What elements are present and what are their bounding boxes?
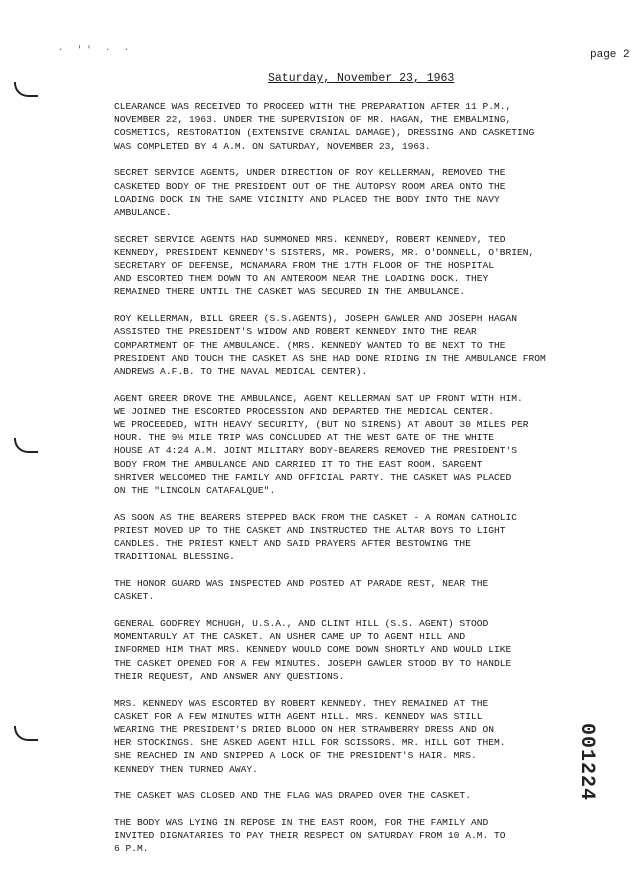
binder-hole-mark [14,726,38,741]
page-number: page 2 [590,49,630,61]
paragraph: AGENT GREER DROVE THE AMBULANCE, AGENT KELLERMAN SAT UP FRONT WITH HIM. WE JOINED THE ESCORTED PROCESSION AND DEPARTED THE MEDICAL CENTER. WE PROCEEDED, WITH HEAVY SECURITY, (BUT NO SIRENS) AT ABOUT 30 MILES PER HOUR. THE 9½ MILE TRIP WAS CONCLUDED AT THE WEST GATE OF THE WHITE HOUSE AT 4:24 A.M. JOINT MILITARY BODY-BEARERS REMOVED THE PRESIDENT'S BODY FROM THE AMBULANCE AND CARRIED IT TO THE EAST ROOM. SARGENT SHRIVER WELCOMED THE FAMILY AND OFFICIAL PARTY. THE CASKET WAS PLACED ON THE "LINCOLN CATAFALQUE". [114,392,529,497]
paragraph: ROY KELLERMAN, BILL GREER (S.S.AGENTS), JOSEPH GAWLER AND JOSEPH HAGAN ASSISTED THE PRESIDENT'S WIDOW AND ROBERT KENNEDY INTO THE REAR COMPARTMENT OF THE AMBULANCE. (MRS. KENNEDY WANTED TO BE NEXT TO THE PRESIDENT AND TOUCH THE CASKET AS SHE HAD DONE RIDING IN THE AMBULANCE FROM ANDREWS A.F.B. TO THE NAVAL MEDICAL CENTER). [114,313,546,377]
paragraph: SECRET SERVICE AGENTS, UNDER DIRECTION OF ROY KELLERMAN, REMOVED THE CASKETED BODY OF THE PRESIDENT OUT OF THE AUTOPSY ROOM AREA ONTO THE LOADING DOCK IN THE SAME VICINITY AND PLACED THE BODY INTO THE NAVY AMBULANCE. [114,167,506,218]
paragraph: THE CASKET WAS CLOSED AND THE FLAG WAS DRAPED OVER THE CASKET. [114,790,471,802]
binder-hole-mark [14,82,38,97]
document-body [114,100,584,869]
paragraph: THE BODY WAS LYING IN REPOSE IN THE EAST ROOM, FOR THE FAMILY AND INVITED DIGNATARIES TO PAY THEIR RESPECT ON SATURDAY FROM 10 A.M. TO 6 P.M. [114,816,506,855]
paragraph: GENERAL GODFREY MCHUGH, U.S.A., AND CLINT HILL (S.S. AGENT) STOOD MOMENTARULY AT THE CASKET. AN USHER CAME UP TO AGENT HILL AND INFORMED HIM THAT MRS. KENNEDY WOULD COME DOWN SHORTLY AND WOULD LIKE THE CASKET OPENED FOR A FEW MINUTES. JOSEPH GAWLER STOOD BY TO HANDLE THEIR REQUEST, AND ANSWER ANY QUESTIONS. [114,618,512,682]
paragraph: AS SOON AS THE BEARERS STEPPED BACK FROM THE CASKET - A ROMAN CATHOLIC PRIEST MOVED UP TO THE CASKET AND INSTRUCTED THE ALTAR BOYS TO LIGHT CANDLES. THE PRIEST KNELT AND SAID PRAYERS AFTER BESTOWING THE TRADITIONAL BLESSING. [114,511,518,563]
paragraph: SECRET SERVICE AGENTS HAD SUMMONED MRS. KENNEDY, ROBERT KENNEDY, TED KENNEDY, PRESIDENT KENNEDY'S SISTERS, MR. POWERS, MR. O'DONNELL, O'BRIEN, SECRETARY OF DEFENSE, MCNAMARA FROM THE 17TH FLOOR OF THE HOSPITAL AND ESCORTED THEM DOWN TO AN ANTEROOM NEAR THE LOADING DOCK. THEY REMAINED THERE UNTIL THE CASKET WAS SECURED IN THE AMBULANCE. [114,233,535,298]
margin-marks: · '' · · [58,45,134,55]
paragraph: THE HONOR GUARD WAS INSPECTED AND POSTED AT PARADE REST, NEAR THE CASKET. [114,578,489,603]
binder-hole-mark [14,438,38,453]
paragraph: CLEARANCE WAS RECEIVED TO PROCEED WITH THE PREPARATION AFTER 11 P.M., NOVEMBER 22, 1963. UNDER THE SUPERVISION OF MR. HAGAN, THE EMBALMING, COSMETICS, RESTORATION (EXTENSIVE CRANIAL DAMAGE), DRESSING AND CASKETING WAS COMPLETED BY 4 A.M. ON SATURDAY, NOVEMBER 23, 1963. [114,101,535,152]
document-date: Saturday, November 23, 1963 [268,72,455,85]
paragraph: MRS. KENNEDY WAS ESCORTED BY ROBERT KENNEDY. THEY REMAINED AT THE CASKET FOR A FEW MINUTES WITH AGENT HILL. MRS. KENNEDY WAS STILL WEARING THE PRESIDENT'S DRIED BLOOD ON HER STRAWBERRY DRESS AND ON HER STOCKINGS. SHE ASKED AGENT HILL FOR SCISSORS. MR. HILL GOT THEM. SHE REACHED IN AND SNIPPED A LOCK OF THE PRESIDENT'S HAIR. MRS. KENNEDY THEN TURNED AWAY. [114,697,506,775]
document-number-stamp: 001224 [575,723,598,802]
